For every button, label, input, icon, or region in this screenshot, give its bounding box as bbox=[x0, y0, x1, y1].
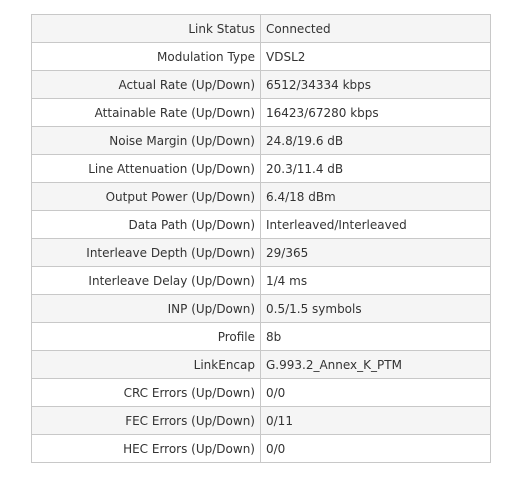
row-label: Output Power (Up/Down) bbox=[32, 183, 261, 211]
row-label: Profile bbox=[32, 323, 261, 351]
table-row-interleave-delay bbox=[32, 267, 491, 295]
row-value: 24.8/19.6 dB bbox=[261, 127, 491, 155]
table-row-actual-rate bbox=[32, 71, 491, 99]
row-label: Interleave Depth (Up/Down) bbox=[32, 239, 261, 267]
row-value: 0/0 bbox=[261, 379, 491, 407]
row-value: 0/11 bbox=[261, 407, 491, 435]
row-label: Noise Margin (Up/Down) bbox=[32, 127, 261, 155]
row-label: Modulation Type bbox=[32, 43, 261, 71]
table-row-fec-errors bbox=[32, 407, 491, 435]
row-label: Data Path (Up/Down) bbox=[32, 211, 261, 239]
table-row-line-attenuation bbox=[32, 155, 491, 183]
row-value: VDSL2 bbox=[261, 43, 491, 71]
table-row-modulation-type bbox=[32, 43, 491, 71]
row-label: Actual Rate (Up/Down) bbox=[32, 71, 261, 99]
row-value: 6512/34334 kbps bbox=[261, 71, 491, 99]
row-label: INP (Up/Down) bbox=[32, 295, 261, 323]
row-value: 8b bbox=[261, 323, 491, 351]
row-value: 0.5/1.5 symbols bbox=[261, 295, 491, 323]
table-row-output-power bbox=[32, 183, 491, 211]
table-row-attainable-rate bbox=[32, 99, 491, 127]
row-value: 6.4/18 dBm bbox=[261, 183, 491, 211]
table-row-data-path bbox=[32, 211, 491, 239]
dsl-status-table-body bbox=[32, 15, 491, 463]
row-value: Connected bbox=[261, 15, 491, 43]
row-value: 20.3/11.4 dB bbox=[261, 155, 491, 183]
row-label: Line Attenuation (Up/Down) bbox=[32, 155, 261, 183]
row-value: 0/0 bbox=[261, 435, 491, 463]
row-label: FEC Errors (Up/Down) bbox=[32, 407, 261, 435]
row-label: HEC Errors (Up/Down) bbox=[32, 435, 261, 463]
row-label: Attainable Rate (Up/Down) bbox=[32, 99, 261, 127]
row-value: 1/4 ms bbox=[261, 267, 491, 295]
table-row-link-status bbox=[32, 15, 491, 43]
row-value: 16423/67280 kbps bbox=[261, 99, 491, 127]
table-row-linkencap bbox=[32, 351, 491, 379]
table-row-crc-errors bbox=[32, 379, 491, 407]
table-row-interleave-depth bbox=[32, 239, 491, 267]
row-label: Link Status bbox=[32, 15, 261, 43]
dsl-status-table bbox=[31, 14, 491, 463]
row-value: Interleaved/Interleaved bbox=[261, 211, 491, 239]
table-row-hec-errors bbox=[32, 435, 491, 463]
row-label: LinkEncap bbox=[32, 351, 261, 379]
row-label: Interleave Delay (Up/Down) bbox=[32, 267, 261, 295]
table-row-noise-margin bbox=[32, 127, 491, 155]
row-value: G.993.2_Annex_K_PTM bbox=[261, 351, 491, 379]
table-row-inp bbox=[32, 295, 491, 323]
row-label: CRC Errors (Up/Down) bbox=[32, 379, 261, 407]
row-value: 29/365 bbox=[261, 239, 491, 267]
table-row-profile bbox=[32, 323, 491, 351]
